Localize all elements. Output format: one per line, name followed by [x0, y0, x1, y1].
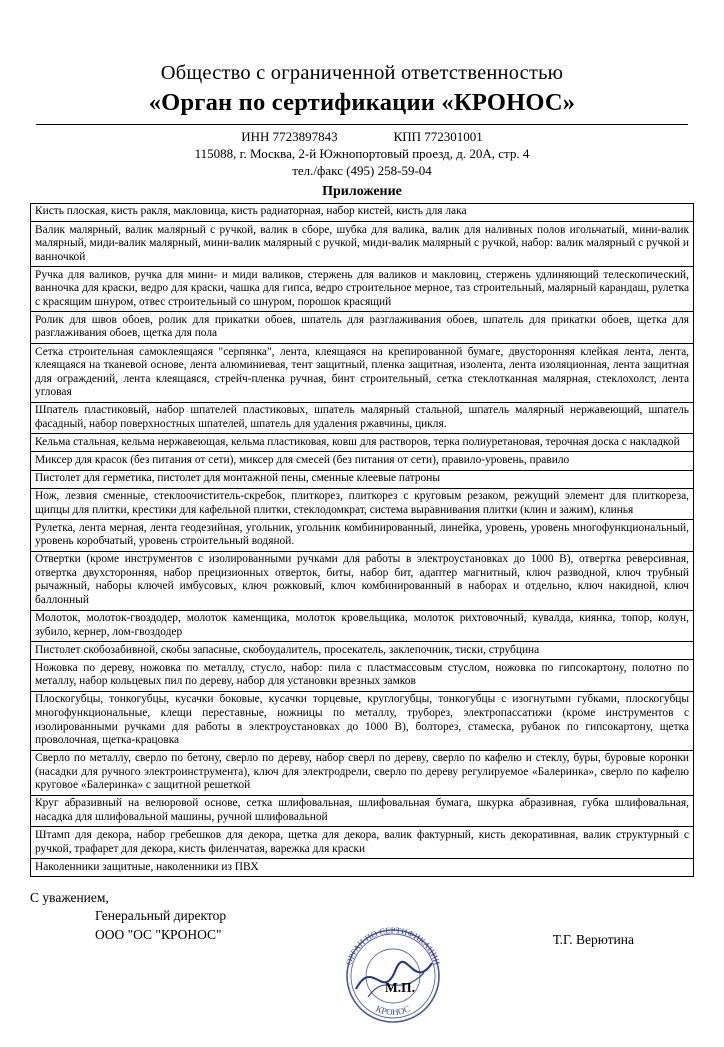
signer-position-block — [95, 907, 226, 943]
table-row — [31, 452, 694, 470]
table-row — [31, 312, 694, 344]
table-row — [31, 610, 694, 642]
table-row — [31, 660, 694, 692]
signature-row — [30, 907, 694, 1018]
table-row — [31, 859, 694, 877]
product-group-cell: Плоскогубцы, тонкогубцы, кусачки боковые, кусачки торцевые, круглогубцы, тонкогубцы с изогнутыми губками, плоскогубцы многофункциональные, клещи переставные, ножницы по металлу, труборез, электропассатижи (кроме инструментов с изолированными ручками для работы в электроустановках до 1000 В), болторез, стамеска, рубанок по гипсокартону, щетка проволочная, щетка-крацовка — [31, 691, 694, 750]
kpp-value: КПП 772301001 — [393, 128, 483, 144]
signer-name: Т.Г. Верютина — [552, 932, 634, 948]
product-group-cell: Миксер для красок (без питания от сети), миксер для смесей (без питания от сети), правило-уровень, правило — [31, 452, 694, 470]
product-group-cell: Рулетка, лента мерная, лента геодезийная, угольник, угольник комбинированный, линейка, уровень, уровень многофункциональный, уровень коробчатый, уровень строительный водяной. — [31, 520, 694, 552]
signer-company: ООО "ОС "КРОНОС" — [95, 926, 222, 942]
table-row — [31, 827, 694, 859]
table-row — [31, 642, 694, 660]
product-group-cell: Ручка для валиков, ручка для мини- и миди валиков, стержень для валиков и макловиц, стержень удлиняющий телескопический, ванночка для краски, ведро для краски, чашка для гипса, ведро строительное мерное, таз строительный, малярный карандаш, рулетка с красящим шнуром, отвес строительный со шнуром, порошок красящий — [31, 267, 694, 312]
table-row — [31, 203, 694, 221]
product-group-cell: Молоток, молоток-гвоздодер, молоток каменщика, молоток кровельщика, молоток рихтовочный, кувалда, киянка, топор, колун, зубило, кернер, лом-гвоздодер — [31, 610, 694, 642]
table-row — [31, 402, 694, 434]
product-group-cell: Сверло по металлу, сверло по бетону, сверло по дереву, набор сверл по дереву, сверло по кафелю и стеклу, буры, буровые коронки (насадки для ручного электроинструмента), ключ для электродрели, сверло по дереву регулируемое «Балеринка», сверло по кафелю круговое «Балеринка» с защитной решеткой — [31, 750, 694, 795]
svg-text:КРОНОС: КРОНОС — [374, 1003, 412, 1018]
table-row — [31, 222, 694, 267]
organization-name: «Орган по сертификации «КРОНОС» — [148, 88, 576, 116]
signer-position: Генеральный директор — [95, 908, 227, 924]
product-group-cell: Нож, лезвия сменные, стеклоочиститель-скребок, плиткорез, плиткорез с круговым резаком, режущий элемент для плиткореза, щипцы для плитки, крестики для кафельной плитки, стеклодомкрат, система выравнивания плитки (клин и зажим), клинья — [31, 488, 694, 520]
company-stamp — [328, 911, 458, 1041]
product-group-cell: Штамп для декора, набор гребешков для декора, щетка для декора, валик фактурный, кисть декоративная, валик структурный с ручкой, трафарет для декора, кисть филенчатая, варежка для краски — [31, 827, 694, 859]
product-group-cell: Валик малярный, валик малярный с ручкой, валик в сборе, шубка для валика, валик для наливных полов игольчатый, мини-валик малярный, миди-валик малярный, мини-валик малярный с ручкой, миди-валик малярный с ручкой, набор: валик малярный с ручкой и ванночкой — [31, 222, 694, 267]
regards-text: С уважением, — [30, 890, 109, 906]
inn-value: ИНН 7723897843 — [241, 128, 338, 144]
table-row — [31, 551, 694, 610]
mp-label: М.П. — [385, 980, 415, 996]
product-group-cell: Наколенники защитные, наколенники из ПВХ — [31, 859, 694, 877]
product-group-cell: Пистолет скобозабивной, скобы запасные, скобоудалитель, просекатель, заклепочник, тиски, струбцина — [31, 642, 694, 660]
svg-text:ОРГАН ПО СЕРТИФИКАЦИИ: ОРГАН ПО СЕРТИФИКАЦИИ — [343, 925, 443, 967]
table-row — [31, 470, 694, 488]
table-row — [31, 344, 694, 403]
product-group-cell: Сетка строительная самоклеящаяся "серпянка", лента, клеящаяся на крепированной бумаге, двусторонняя клейкая лента, лента, клеящаяся на тканевой основе, лента алюминиевая, тент защитный, пленка защитная, изолента, лента изоляционная, лента защитная для ограждений, лента клеящаяся, стрейч-пленка ручная, бинт строительный, сетка стеклотканная малярная, стеклохолст, лента угловая — [31, 344, 694, 403]
company-phone: тел./факс (495) 258-59-04 — [292, 162, 432, 178]
stamp-svg — [328, 911, 458, 1041]
product-group-cell: Кисть плоская, кисть ракля, макловица, кисть радиаторная, набор кистей, кисть для лака — [31, 203, 694, 221]
document-footer — [30, 889, 694, 1018]
header-divider — [36, 124, 688, 125]
table-row — [31, 520, 694, 552]
product-group-cell: Кельма стальная, кельма нержавеющая, кельма пластиковая, ковш для растворов, терка полиуретановая, терочная доска с накладкой — [31, 434, 694, 452]
table-row — [31, 795, 694, 827]
table-row — [31, 434, 694, 452]
table-row — [31, 750, 694, 795]
table-row — [31, 691, 694, 750]
registration-numbers — [30, 129, 694, 145]
table-row — [31, 267, 694, 312]
product-list-body — [31, 203, 694, 876]
product-group-cell: Отвертки (кроме инструментов с изолированными ручками для работы в электроустановках до 1000 В), отвертка реверсивная, отвертка двухсторонняя, набор прецизионных отверток, биты, набор бит, адаптер магнитный, ключ разводной, ключ трубный рычажный, наборы ключей имбусовых, ключ рожковый, ключ комбинированный в наборах и отдельно, ключ накидной, ключ баллонный — [31, 551, 694, 610]
product-group-cell: Шпатель пластиковый, набор шпателей пластиковых, шпатель малярный стальной, шпатель малярный нержавеющий, шпатель фасадный, набор поверхностных шпателей, шпатель для удаления ржавчины, цикля. — [31, 402, 694, 434]
product-group-cell: Ролик для швов обоев, ролик для прикатки обоев, шпатель для разглаживания обоев, шпатель для прикатки обоев, щетка для разглаживания обоев, щетка для пола — [31, 312, 694, 344]
product-group-cell: Круг абразивный на велюровой основе, сетка шлифовальная, шлифовальная бумага, шкурка абразивная, губка шлифовальная, насадка для шлифовальной машины, ручной шлифовальной — [31, 795, 694, 827]
table-row — [31, 488, 694, 520]
appendix-title: Приложение — [322, 183, 402, 199]
product-list-table — [30, 203, 694, 877]
company-address: 115088, г. Москва, 2-й Южнопортовый проезд, д. 20А, стр. 4 — [194, 145, 530, 161]
organization-type: Общество с ограниченной ответственностью — [160, 62, 564, 84]
product-group-cell: Пистолет для герметика, пистолет для монтажной пены, сменные клеевые патроны — [31, 470, 694, 488]
product-group-cell: Ножовка по дереву, ножовка по металлу, стусло, набор: пила с пластмассовым стуслом, ножовка по гипсокартону, полотно по металлу, набор кольцевых пил по дереву, набор для установки врезных замков — [31, 660, 694, 692]
